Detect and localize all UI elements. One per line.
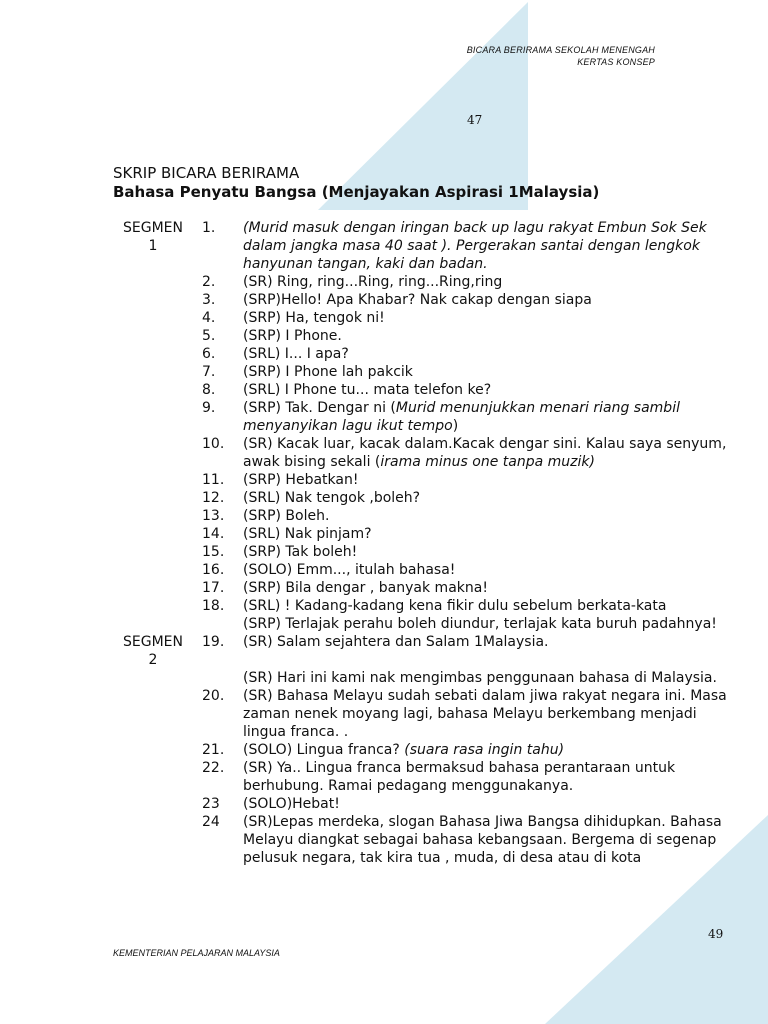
line-text-part: (SR) Salam sejahtera dan Salam 1Malaysia. (243, 634, 549, 650)
line-number: 17. (202, 580, 225, 596)
line-text: (SR) Ring, ring...Ring, ring...Ring,ring (243, 274, 503, 290)
script-line (113, 489, 733, 507)
line-number: 21. (202, 742, 225, 758)
line-text-part: (SR) Kacak luar, kacak dalam.Kacak dengar sini. Kalau saya senyum, awak bising sekali ( (243, 436, 727, 470)
script-line (113, 561, 733, 579)
line-text: (SR) Bahasa Melayu sudah sebati dalam jiwa rakyat negara ini. Masa zaman nenek moyang lagi, bahasa Melayu berkembang menjadi lingua franca. . (243, 688, 727, 740)
line-text-part: (SRL) ! Kadang-kadang kena fikir dulu sebelum berkata-kata (243, 598, 667, 614)
line-number: 2. (202, 274, 216, 290)
line-text (243, 435, 733, 471)
line-text: (Murid masuk dengan iringan back up lagu rakyat Embun Sok Sek dalam jangka masa 40 saat ). Pergerakan santai dengan lengkok hanyunan tangan, kaki dan badan. (243, 220, 707, 272)
line-number: 15. (202, 544, 225, 560)
line-text-part: (SR) Hari ini kami nak mengimbas penggunaan bahasa di Malaysia. (243, 670, 717, 686)
script-line (113, 795, 733, 813)
script-line (113, 291, 733, 309)
line-number: 9. (202, 400, 216, 416)
line-number: 13. (202, 508, 225, 524)
line-text: (SRP)Hello! Apa Khabar? Nak cakap dengan siapa (243, 292, 592, 308)
segment-2-number: 2 (148, 652, 158, 668)
line-text: (SOLO)Hebat! (243, 796, 340, 812)
line-text (243, 399, 733, 435)
line-text: (SRP) I Phone lah pakcik (243, 364, 413, 380)
line-text: (SRP) I Phone. (243, 328, 342, 344)
line-number: 6. (202, 346, 216, 362)
script-line (113, 759, 733, 795)
script-line (113, 507, 733, 525)
script-line (113, 471, 733, 489)
line-text (243, 633, 733, 687)
stage-direction: irama minus one tanpa muzik) (380, 454, 595, 470)
header-line-1: BICARA BERIRAMA SEKOLAH MENENGAH (466, 45, 655, 55)
line-number: 18. (202, 598, 225, 614)
line-text: (SR)Lepas merdeka, slogan Bahasa Jiwa Bangsa dihidupkan. Bahasa Melayu diangkat sebagai bahasa kebangsaan. Bergema di segenap pelusuk negara, tak kira tua , muda, di desa atau di kota (243, 814, 722, 866)
segment-label (113, 219, 193, 273)
line-number: 12. (202, 490, 225, 506)
line-number: 10. (202, 436, 225, 452)
script-line (113, 381, 733, 399)
line-number: 5. (202, 328, 216, 344)
line-text: (SRP) Tak boleh! (243, 544, 358, 560)
line-text: (SRP) Hebatkan! (243, 472, 359, 488)
script-line (113, 813, 733, 867)
line-text: (SR) Ya.. Lingua franca bermaksud bahasa perantaraan untuk berhubung. Ramai pedagang menggunakanya. (243, 760, 676, 794)
script-line (113, 345, 733, 363)
footer-text: KEMENTERIAN PELAJARAN MALAYSIA (113, 948, 280, 958)
line-number: 3. (202, 292, 216, 308)
script-line (113, 309, 733, 327)
line-text: (SRP) Boleh. (243, 508, 330, 524)
script-line (113, 687, 733, 741)
script-subtitle: Bahasa Penyatu Bangsa (Menjayakan Aspirasi 1Malaysia) (113, 183, 600, 201)
line-number: 22. (202, 760, 225, 776)
line-number: 11. (202, 472, 225, 488)
line-text-part: ) (452, 418, 459, 434)
script-line (113, 597, 733, 633)
line-number: 16. (202, 562, 225, 578)
page-number-bottom: 49 (708, 927, 724, 941)
script-line (113, 219, 733, 273)
script-line (113, 741, 733, 759)
line-number: 7. (202, 364, 216, 380)
script-line (113, 327, 733, 345)
line-text: (SOLO) Emm..., itulah bahasa! (243, 562, 456, 578)
line-number: 23 (202, 796, 220, 812)
line-number: 24 (202, 814, 220, 830)
line-text-part: (SOLO) Lingua franca? (243, 742, 405, 758)
line-number: 14. (202, 526, 225, 542)
title-block (113, 164, 599, 202)
stage-direction: (suara rasa ingin tahu) (404, 742, 565, 758)
script-line (113, 273, 733, 291)
line-text: (SRL) I... I apa? (243, 346, 349, 362)
line-text-part: (SRP) Tak. Dengar ni ( (243, 400, 396, 416)
line-text: (SRL) I Phone tu... mata telefon ke? (243, 382, 492, 398)
line-text: (SRP) Ha, tengok ni! (243, 310, 385, 326)
line-number: 8. (202, 382, 216, 398)
script-line (113, 399, 733, 435)
segment-1-number: 1 (148, 238, 158, 254)
line-text (243, 741, 733, 759)
script-line (113, 543, 733, 561)
script-body (113, 219, 733, 867)
script-line (113, 525, 733, 543)
line-text: (SRP) Bila dengar , banyak makna! (243, 580, 488, 596)
script-line (113, 579, 733, 597)
segment-label (113, 633, 193, 687)
line-text (243, 597, 733, 633)
line-text: (SRL) Nak tengok ,boleh? (243, 490, 421, 506)
line-number: 19. (202, 634, 225, 650)
script-line (113, 633, 733, 687)
segment-1-label: SEGMEN (123, 220, 183, 236)
page-number-top: 47 (467, 113, 483, 127)
line-number: 20. (202, 688, 225, 704)
header-line-2: KERTAS KONSEP (577, 57, 655, 67)
line-number: 4. (202, 310, 216, 326)
segment-2-label: SEGMEN (123, 634, 183, 650)
line-text: (SRL) Nak pinjam? (243, 526, 372, 542)
script-line (113, 363, 733, 381)
stage-direction: Murid menunjukkan menari riang sambil menyanyikan lagu ikut tempo (243, 400, 680, 434)
line-number: 1. (202, 220, 216, 236)
script-title: SKRIP BICARA BERIRAMA (113, 164, 300, 182)
line-text-part: (SRP) Terlajak perahu boleh diundur, terlajak kata buruh padahnya! (243, 616, 717, 632)
script-line (113, 435, 733, 471)
